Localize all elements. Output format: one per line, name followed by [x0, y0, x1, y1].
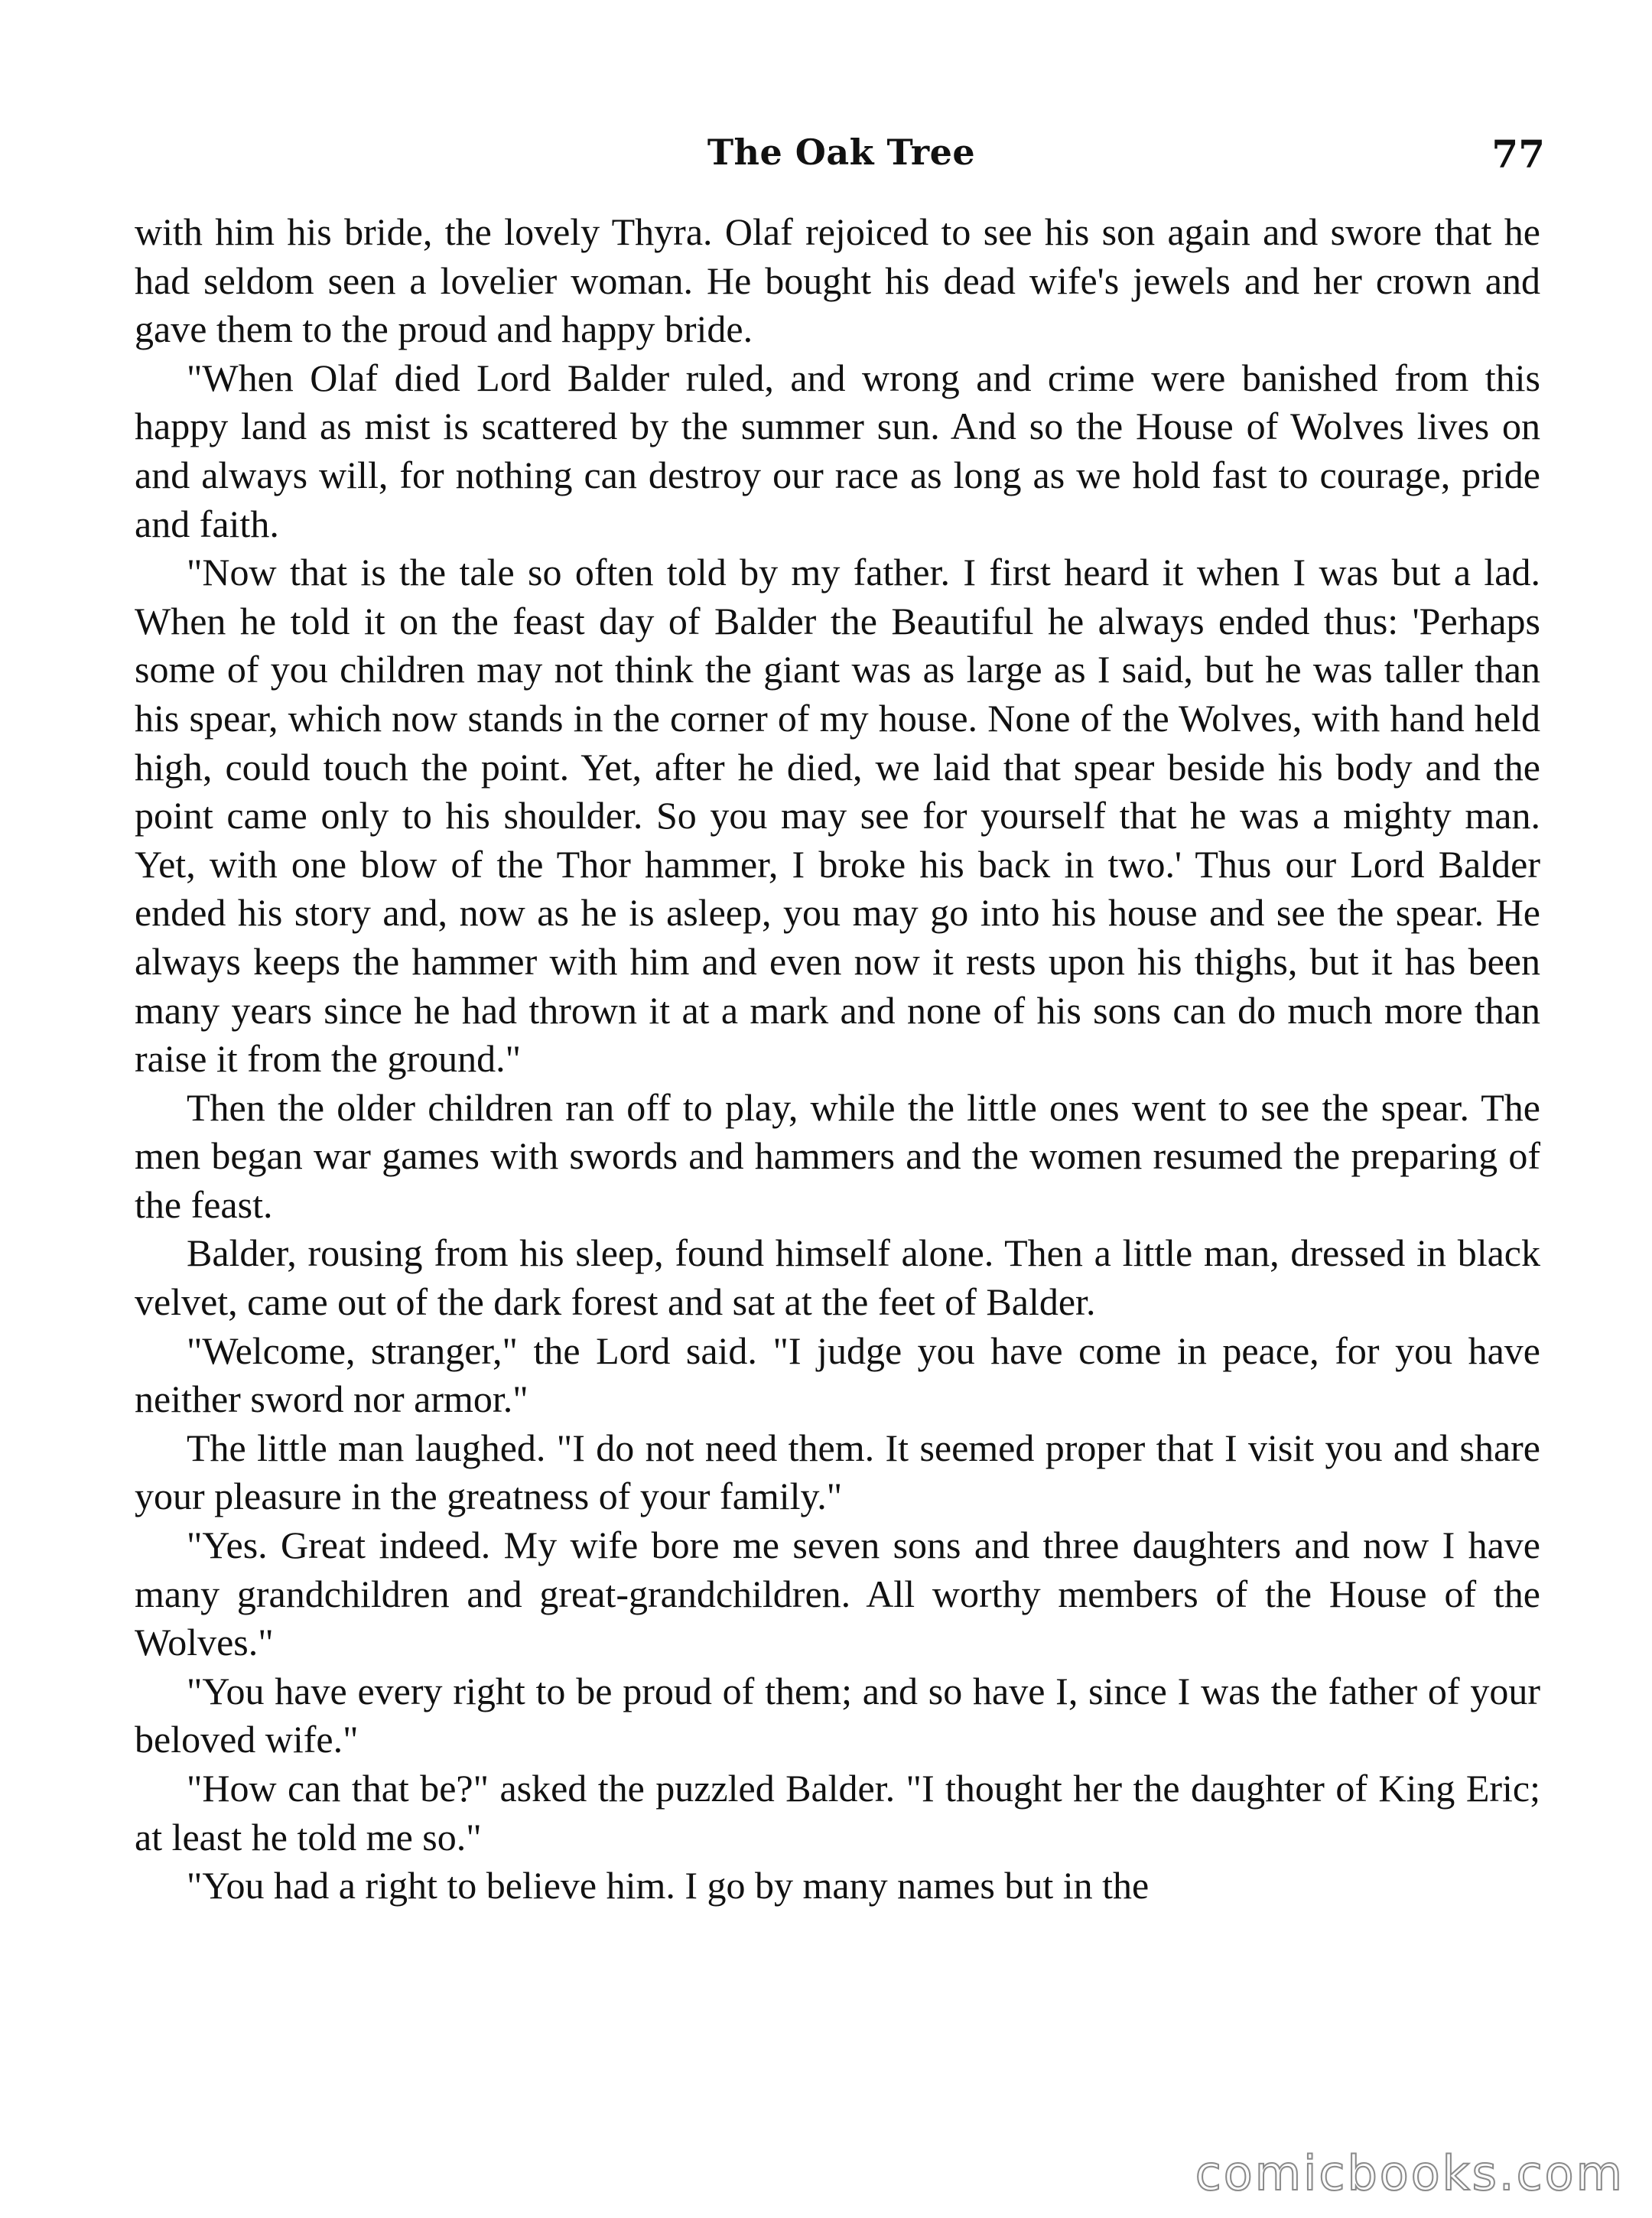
paragraph: "Welcome, stranger," the Lord said. "I judge you have come in peace, for you have neither sword nor armor." [135, 1329, 1540, 1421]
paragraph: "How can that be?" asked the puzzled Balder. "I thought her the daughter of King Eric; at least he told me so." [135, 1767, 1540, 1859]
running-head [138, 132, 1545, 193]
paragraph: with him his bride, the lovely Thyra. Olaf rejoiced to see his son again and swore that he had seldom seen a lovelier woman. He bought his dead wife's jewels and her crown and gave them to the proud and happy bride. [135, 210, 1540, 351]
paragraph: "Now that is the tale so often told by my father. I first heard it when I was but a lad. When he told it on the feast day of Balder the Beautiful he always ended thus: 'Perhaps some of you children may not think the giant was as large as I said, but he was taller than his spear, which now stands in the corner of my house. None of the Wolves, with hand held high, could touch the point. Yet, after he died, we laid that spear beside his body and the point came only to his shoulder. So you may see for yourself that he was a mighty man. Yet, with one blow of the Thor hammer, I broke his back in two.' Thus our Lord Balder ended his story and, now as he is asleep, you may go into his house and see the spear. He always keeps the hammer with him and even now it rests upon his thighs, but it has been many years since he had thrown it at a mark and none of his sons can do much more than raise it from the ground." [135, 551, 1540, 1081]
paragraph: "You have every right to be proud of them; and so have I, since I was the father of your beloved wife." [135, 1669, 1540, 1761]
paragraph: The little man laughed. "I do not need them. It seemed proper that I visit you and share your pleasure in the greatness of your family." [135, 1426, 1540, 1518]
paragraph: Then the older children ran off to play, while the little ones went to see the spear. The men began war games with swords and hammers and the women resumed the preparing of the feast. [135, 1085, 1540, 1226]
watermark-logo: comicbooks.com [1195, 2145, 1624, 2201]
paragraph: "When Olaf died Lord Balder ruled, and wrong and crime were banished from this happy land as mist is scattered by the summer sun. And so the House of Wolves lives on and always will, for nothing can destroy our race as long as we hold fast to courage, pride and faith. [135, 356, 1540, 545]
body-text [135, 208, 1540, 1911]
page-number: 77 [1491, 132, 1545, 177]
paragraph: "Yes. Great indeed. My wife bore me seven sons and three daughters and now I have many grandchildren and great-grandchildren. All worthy members of the House of the Wolves." [135, 1524, 1540, 1664]
chapter-title: The Oak Tree [707, 132, 976, 173]
paragraph: Balder, rousing from his sleep, found himself alone. Then a little man, dressed in black velvet, came out of the dark forest and sat at the feet of Balder. [135, 1231, 1540, 1324]
paragraph: "You had a right to believe him. I go by many names but in the [187, 1864, 1150, 1907]
